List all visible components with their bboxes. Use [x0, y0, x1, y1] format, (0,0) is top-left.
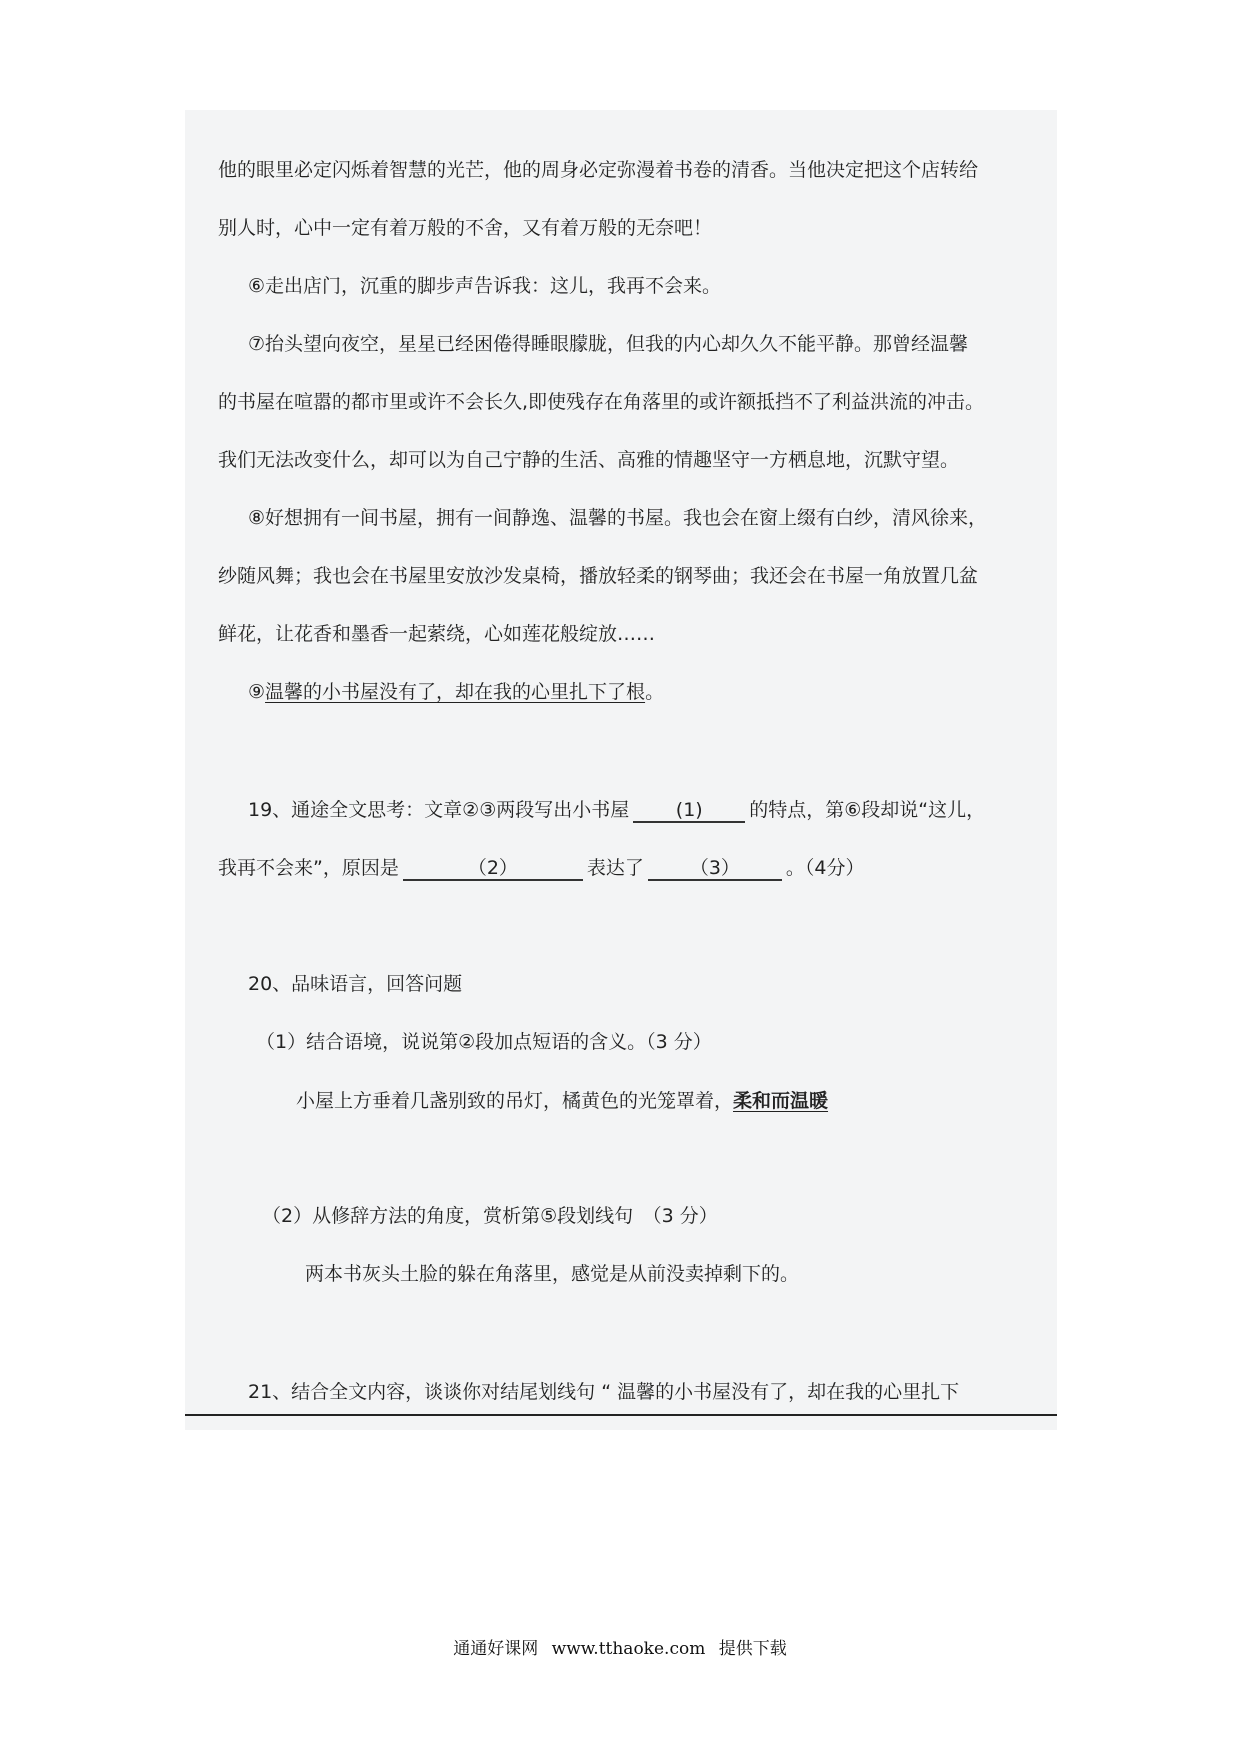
- q19-prompt: 19、通途全文思考：文章②③两段写出小书屋: [248, 799, 630, 821]
- question-20-title: 20、品味语言，回答问题: [248, 973, 463, 995]
- paragraph-7: ⑦抬头望向夜空，星星已经困倦得睡眼朦胧，但我的内心却久久不能平静。那曾经温馨: [248, 333, 969, 355]
- passage-line: 我们无法改变什么，却可以为自己宁静的生活、高雅的情趣坚守一方栖息地，沉默守望。: [218, 449, 960, 471]
- q19-points: 。（4分）: [785, 857, 865, 879]
- footer-tail: 提供下载: [718, 1639, 787, 1659]
- passage-line: 的书屋在喧嚣的都市里或许不会长久,即使残存在角落里的或许额抵挡不了利益洪流的冲击。: [218, 391, 985, 413]
- passage-line: 别人时，心中一定有着万般的不舍，又有着万般的无奈吧！: [218, 217, 713, 239]
- question-20-sub-2: （2）从修辞方法的角度，赏析第⑤段划线句 （3 分）: [262, 1205, 718, 1227]
- passage-line: 鲜花，让花香和墨香一起萦绕，心如莲花般绽放……: [218, 623, 656, 645]
- q19-reason-label: 我再不会来”，原因是: [218, 857, 399, 879]
- passage-line: 纱随风舞；我也会在书屋里安放沙发桌椅，播放轻柔的钢琴曲；我还会在书屋一角放置几盆: [218, 565, 979, 587]
- question-19-line-1: [248, 797, 985, 823]
- passage-line: 他的眼里必定闪烁着智慧的光芒，他的周身必定弥漫着书卷的清香。当他决定把这个店转给: [218, 159, 979, 181]
- quote-2: 两本书灰头土脸的躲在角落里，感觉是从前没卖掉剩下的。: [305, 1263, 800, 1285]
- dotted-phrase: 柔和而温暖: [733, 1090, 829, 1112]
- divider: [185, 1414, 1057, 1416]
- question-21: 21、结合全文内容，谈谈你对结尾划线句 “ 温馨的小书屋没有了，却在我的心里扎下: [248, 1381, 960, 1403]
- footer: [0, 1634, 1240, 1659]
- underlined-sentence: 温馨的小书屋没有了，却在我的心里扎下了根: [265, 681, 646, 703]
- question-19-line-2: [218, 855, 864, 881]
- q19-prompt-cont: 的特点，第⑥段却说“这儿，: [749, 799, 986, 821]
- q19-express-label: 表达了: [586, 857, 644, 879]
- paragraph-9-number: ⑨: [248, 681, 266, 703]
- footer-url[interactable]: www.tthaoke.com: [551, 1639, 706, 1659]
- paragraph-8: ⑧好想拥有一间书屋，拥有一间静逸、温馨的书屋。我也会在窗上缀有白纱，清风徐来，: [248, 507, 988, 529]
- answer-blank-1: (1): [633, 797, 745, 823]
- paragraph-9: [248, 679, 664, 705]
- scanned-page: [185, 110, 1057, 1430]
- quote-1-text: 小屋上方垂着几盏别致的吊灯，橘黄色的光笼罩着，: [296, 1090, 734, 1112]
- period: 。: [645, 681, 665, 703]
- quote-1: [296, 1088, 828, 1114]
- paragraph-6: ⑥走出店门，沉重的脚步声告诉我：这儿，我再不会来。: [248, 275, 722, 297]
- answer-blank-3: （3）: [648, 855, 782, 881]
- question-20-sub-1: （1）结合语境，说说第②段加点短语的含义。（3 分）: [256, 1031, 712, 1053]
- footer-site: 通通好课网: [453, 1639, 539, 1659]
- answer-blank-2: （2）: [403, 855, 583, 881]
